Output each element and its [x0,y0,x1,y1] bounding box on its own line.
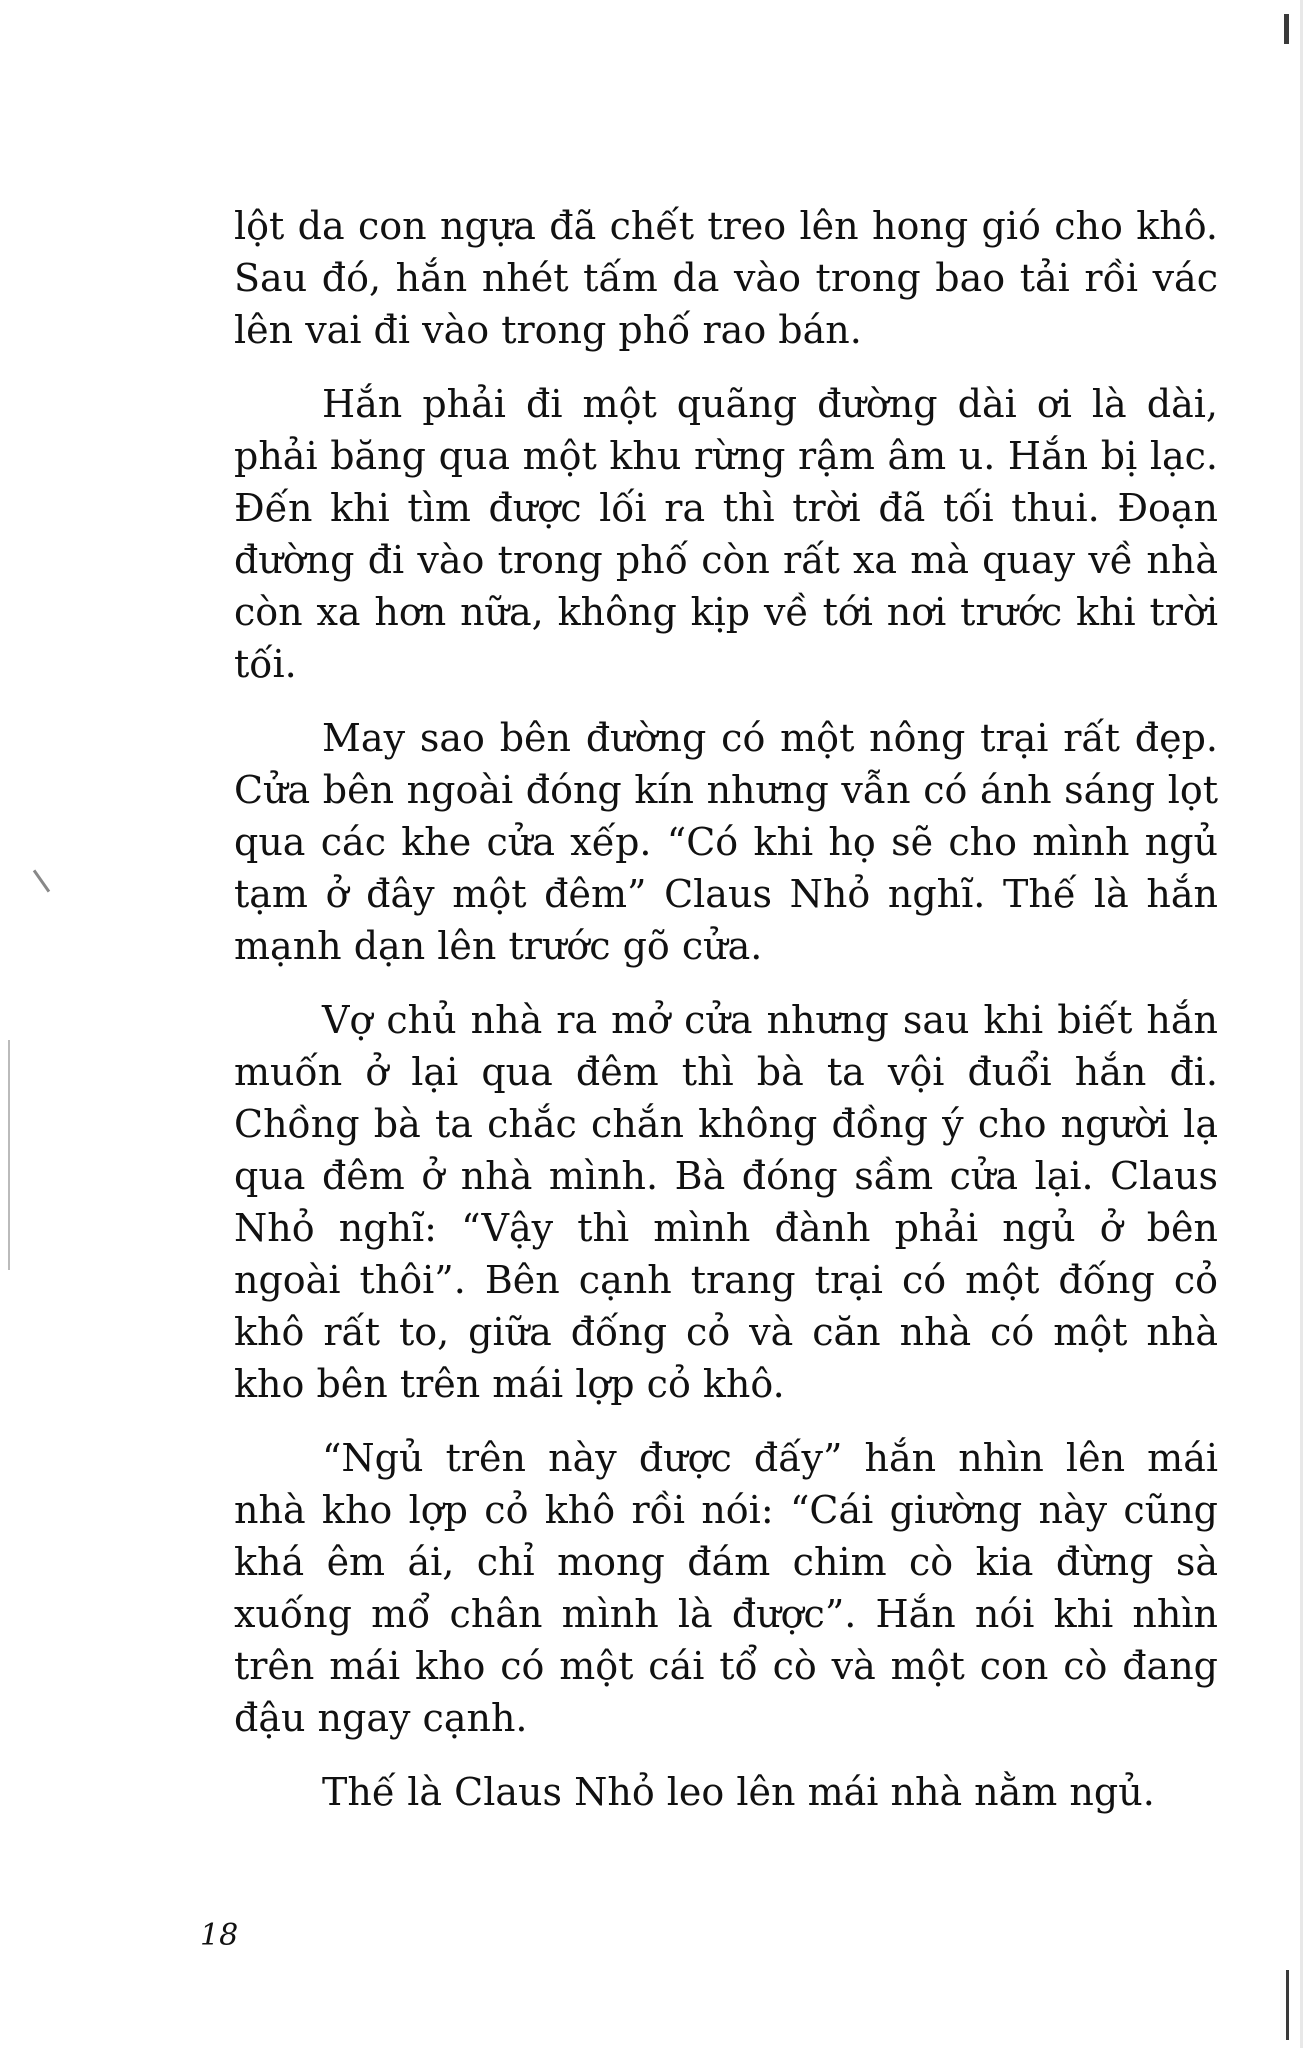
paragraph-3: May sao bên đường có một nông trại rất đẹp. Cửa bên ngoài đóng kín nhưng vẫn có ánh sáng lọt qua các khe cửa xếp. “Có khi họ sẽ cho mình ngủ tạm ở đây một đêm” Claus Nhỏ nghĩ. Thế là hắn mạnh dạn lên trước gõ cửa. [234,716,1218,968]
scan-edge-mark-bottom [1286,1970,1289,2040]
body-text [234,200,1218,1840]
paragraph-4: Vợ chủ nhà ra mở cửa nhưng sau khi biết hắn muốn ở lại qua đêm thì bà ta vội đuổi hắn đi. Chồng bà ta chắc chắn không đồng ý cho người lạ qua đêm ở nhà mình. Bà đóng sầm cửa lại. Claus Nhỏ nghĩ: “Vậy thì mình đành phải ngủ ở bên ngoài thôi”. Bên cạnh trang trại có một đống cỏ khô rất to, giữa đống cỏ và căn nhà có một nhà kho bên trên mái lợp cỏ khô. [234,998,1218,1406]
paragraph-2: Hắn phải đi một quãng đường dài ơi là dài, phải băng qua một khu rừng rậm âm u. Hắn bị lạc. Đến khi tìm được lối ra thì trời đã tối thui. Đoạn đường đi vào trong phố còn rất xa mà quay về nhà còn xa hơn nữa, không kịp về tới nơi trước khi trời tối. [234,382,1218,686]
scan-margin-line [8,1040,10,1270]
paragraph-5: “Ngủ trên này được đấy” hắn nhìn lên mái nhà kho lợp cỏ khô rồi nói: “Cái giường này cũng khá êm ái, chỉ mong đám chim cò kia đừng sà xuống mổ chân mình là được”. Hắn nói khi nhìn trên mái kho có một cái tổ cò và một con cò đang đậu ngay cạnh. [234,1436,1218,1740]
page-number: 18 [200,1918,239,1953]
paragraph-1: lột da con ngựa đã chết treo lên hong gió cho khô. Sau đó, hắn nhét tấm da vào trong bao tải rồi vác lên vai đi vào trong phố rao bán. [234,204,1218,352]
scan-edge-mark-top [1284,14,1289,44]
scan-margin-mark [33,869,50,892]
paragraph-6: Thế là Claus Nhỏ leo lên mái nhà nằm ngủ. [322,1770,1155,1814]
